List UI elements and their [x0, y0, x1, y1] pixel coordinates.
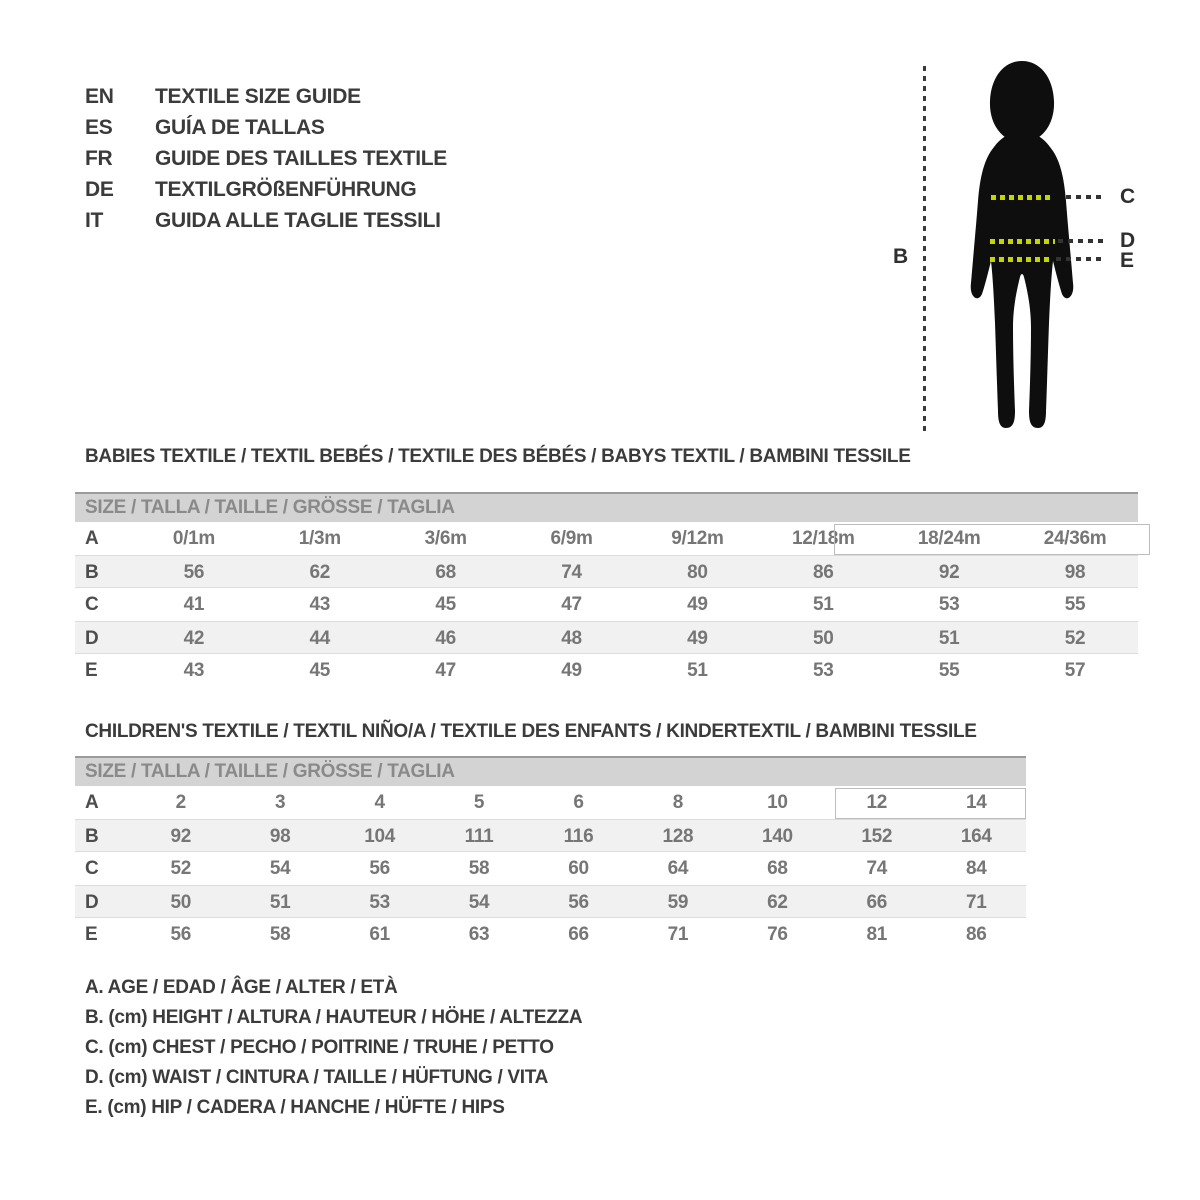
language-title: GUÍA DE TALLAS — [155, 116, 325, 139]
table-row — [75, 885, 1026, 918]
table-cell: 68 — [435, 562, 456, 583]
row-label: A — [85, 792, 99, 813]
language-code: IT — [85, 209, 104, 232]
table-cell: 111 — [464, 826, 494, 847]
table-cell: 3 — [275, 792, 286, 813]
table-cell: 81 — [866, 924, 888, 945]
table-cell: 45 — [309, 660, 331, 681]
table-cell: 98 — [269, 826, 291, 847]
language-row — [85, 205, 447, 236]
row-label: C — [85, 858, 99, 879]
language-list — [85, 81, 447, 236]
table-row — [75, 852, 1026, 885]
table-cell: 58 — [468, 858, 490, 879]
table-cell: 74 — [561, 562, 582, 583]
table-cell: 92 — [170, 826, 191, 847]
chest-measure-line-dark — [1066, 195, 1106, 199]
table-cell: 1/3m — [298, 528, 341, 549]
row-label: E — [85, 660, 98, 681]
row-label: B — [85, 562, 99, 583]
table-cell: 55 — [1064, 594, 1086, 615]
language-code: FR — [85, 147, 113, 170]
selected-size-highlight-babies — [834, 524, 1150, 555]
table-cell: 92 — [938, 562, 960, 583]
table-cell: 64 — [667, 858, 689, 879]
table-cell: 52 — [170, 858, 191, 879]
row-label: D — [85, 892, 99, 913]
table-cell: 63 — [468, 924, 490, 945]
language-row — [85, 143, 447, 174]
table-cell: 61 — [369, 924, 390, 945]
table-cell: 59 — [667, 892, 689, 913]
selected-size-highlight-children — [835, 788, 1026, 819]
table-cell: 47 — [561, 594, 582, 615]
table-cell: 152 — [861, 826, 893, 847]
child-silhouette — [955, 55, 1095, 435]
table-cell: 51 — [269, 892, 291, 913]
legend-item: B. (cm) HEIGHT / ALTURA / HAUTEUR / HÖHE / ALTEZZA — [85, 1007, 583, 1028]
table-cell: 6 — [573, 792, 584, 813]
table-cell: 49 — [687, 628, 708, 649]
table-cell: 71 — [965, 892, 987, 913]
legend-item: E. (cm) HIP / CADERA / HANCHE / HÜFTE / HIPS — [85, 1097, 505, 1118]
table-cell: 14 — [965, 792, 987, 813]
table-cell: 51 — [938, 628, 960, 649]
table-cell: 53 — [813, 660, 834, 681]
table-cell: 98 — [1064, 562, 1086, 583]
table-cell: 56 — [568, 892, 589, 913]
row-label: B — [85, 826, 99, 847]
table-row — [75, 555, 1138, 588]
table-header: SIZE / TALLA / TAILLE / GRÖSSE / TAGLIA — [75, 492, 1138, 522]
table-cell: 51 — [687, 660, 708, 681]
language-row — [85, 81, 447, 112]
table-cell: 44 — [309, 628, 331, 649]
table-row — [75, 819, 1026, 852]
children-section-title: CHILDREN'S TEXTILE / TEXTIL NIÑO/A / TEXTILE DES ENFANTS / KINDERTEXTIL / BAMBINI TESSILE — [85, 721, 977, 742]
table-cell: 66 — [568, 924, 589, 945]
table-cell: 49 — [687, 594, 708, 615]
table-cell: 86 — [965, 924, 987, 945]
table-cell: 55 — [938, 660, 960, 681]
table-cell: 9/12m — [671, 528, 724, 549]
table-cell: 80 — [687, 562, 708, 583]
table-row — [75, 654, 1138, 687]
table-cell: 54 — [468, 892, 490, 913]
table-cell: 45 — [435, 594, 456, 615]
table-cell: 62 — [309, 562, 331, 583]
table-cell: 164 — [960, 826, 992, 847]
table-cell: 2 — [175, 792, 186, 813]
hip-label: E — [1120, 249, 1135, 272]
babies-section-title: BABIES TEXTILE / TEXTIL BEBÉS / TEXTILE DES BÉBÉS / BABYS TEXTIL / BAMBINI TESSILE — [85, 446, 911, 467]
table-cell: 56 — [170, 924, 191, 945]
table-header: SIZE / TALLA / TAILLE / GRÖSSE / TAGLIA — [75, 756, 1026, 786]
waist-measure-line-dark — [1058, 239, 1106, 243]
hip-measure-line-dark — [1056, 257, 1106, 261]
legend-item: D. (cm) WAIST / CINTURA / TAILLE / HÜFTUNG / VITA — [85, 1067, 549, 1088]
table-cell: 84 — [965, 858, 987, 879]
legend-item: C. (cm) CHEST / PECHO / POITRINE / TRUHE / PETTO — [85, 1037, 554, 1058]
table-cell: 62 — [767, 892, 788, 913]
table-cell: 4 — [374, 792, 385, 813]
table-cell: 12/18m — [791, 528, 855, 549]
height-measure-line — [923, 66, 926, 431]
table-cell: 49 — [561, 660, 582, 681]
language-title: TEXTILE SIZE GUIDE — [155, 85, 361, 108]
measurement-legend — [85, 973, 582, 1123]
waist-label: D — [1120, 229, 1136, 252]
table-cell: 140 — [761, 826, 793, 847]
language-row — [85, 112, 447, 143]
table-cell: 0/1m — [172, 528, 215, 549]
language-title: GUIDE DES TAILLES TEXTILE — [155, 147, 447, 170]
table-cell: 86 — [813, 562, 834, 583]
table-cell: 53 — [369, 892, 390, 913]
children-size-table — [75, 756, 1026, 951]
table-cell: 3/6m — [424, 528, 467, 549]
row-label: A — [85, 528, 99, 549]
chest-measure-line-green — [991, 195, 1053, 200]
language-title: TEXTILGRÖßENFÜHRUNG — [155, 178, 417, 201]
table-cell: 52 — [1064, 628, 1086, 649]
table-cell: 74 — [866, 858, 888, 879]
hip-measure-line-green — [990, 257, 1053, 262]
table-cell: 56 — [369, 858, 390, 879]
table-cell: 6/9m — [550, 528, 593, 549]
table-cell: 48 — [561, 628, 582, 649]
table-cell: 43 — [309, 594, 331, 615]
table-cell: 42 — [183, 628, 205, 649]
table-cell: 57 — [1064, 660, 1086, 681]
table-cell: 54 — [269, 858, 291, 879]
table-cell: 60 — [568, 858, 589, 879]
height-label: B — [893, 245, 909, 268]
table-row — [75, 621, 1138, 654]
babies-size-table — [75, 492, 1138, 687]
table-cell: 46 — [435, 628, 456, 649]
table-cell: 47 — [435, 660, 456, 681]
table-cell: 43 — [183, 660, 205, 681]
row-label: E — [85, 924, 98, 945]
table-cell: 66 — [866, 892, 888, 913]
table-cell: 56 — [183, 562, 205, 583]
legend-item: A. AGE / EDAD / ÂGE / ALTER / ETÀ — [85, 977, 398, 998]
language-row — [85, 174, 447, 205]
table-row — [75, 588, 1138, 621]
table-cell: 58 — [269, 924, 291, 945]
table-cell: 51 — [813, 594, 834, 615]
table-cell: 12 — [866, 792, 888, 813]
table-cell: 10 — [767, 792, 788, 813]
table-cell: 76 — [767, 924, 788, 945]
waist-measure-line-green — [990, 239, 1055, 244]
table-cell: 104 — [364, 826, 395, 847]
table-cell: 5 — [473, 792, 485, 813]
language-code: EN — [85, 85, 114, 108]
table-cell: 116 — [563, 826, 594, 847]
table-cell: 53 — [938, 594, 960, 615]
table-cell: 18/24m — [917, 528, 981, 549]
chest-label: C — [1120, 185, 1136, 208]
row-label: C — [85, 594, 99, 615]
table-cell: 50 — [170, 892, 191, 913]
language-code: DE — [85, 178, 114, 201]
language-title: GUIDA ALLE TAGLIE TESSILI — [155, 209, 441, 232]
table-cell: 128 — [662, 826, 694, 847]
language-code: ES — [85, 116, 113, 139]
table-cell: 41 — [183, 594, 205, 615]
table-cell: 50 — [813, 628, 834, 649]
table-cell: 68 — [767, 858, 788, 879]
table-cell: 71 — [667, 924, 689, 945]
table-cell: 8 — [672, 792, 684, 813]
table-row — [75, 918, 1026, 951]
row-label: D — [85, 628, 99, 649]
table-cell: 24/36m — [1043, 528, 1107, 549]
